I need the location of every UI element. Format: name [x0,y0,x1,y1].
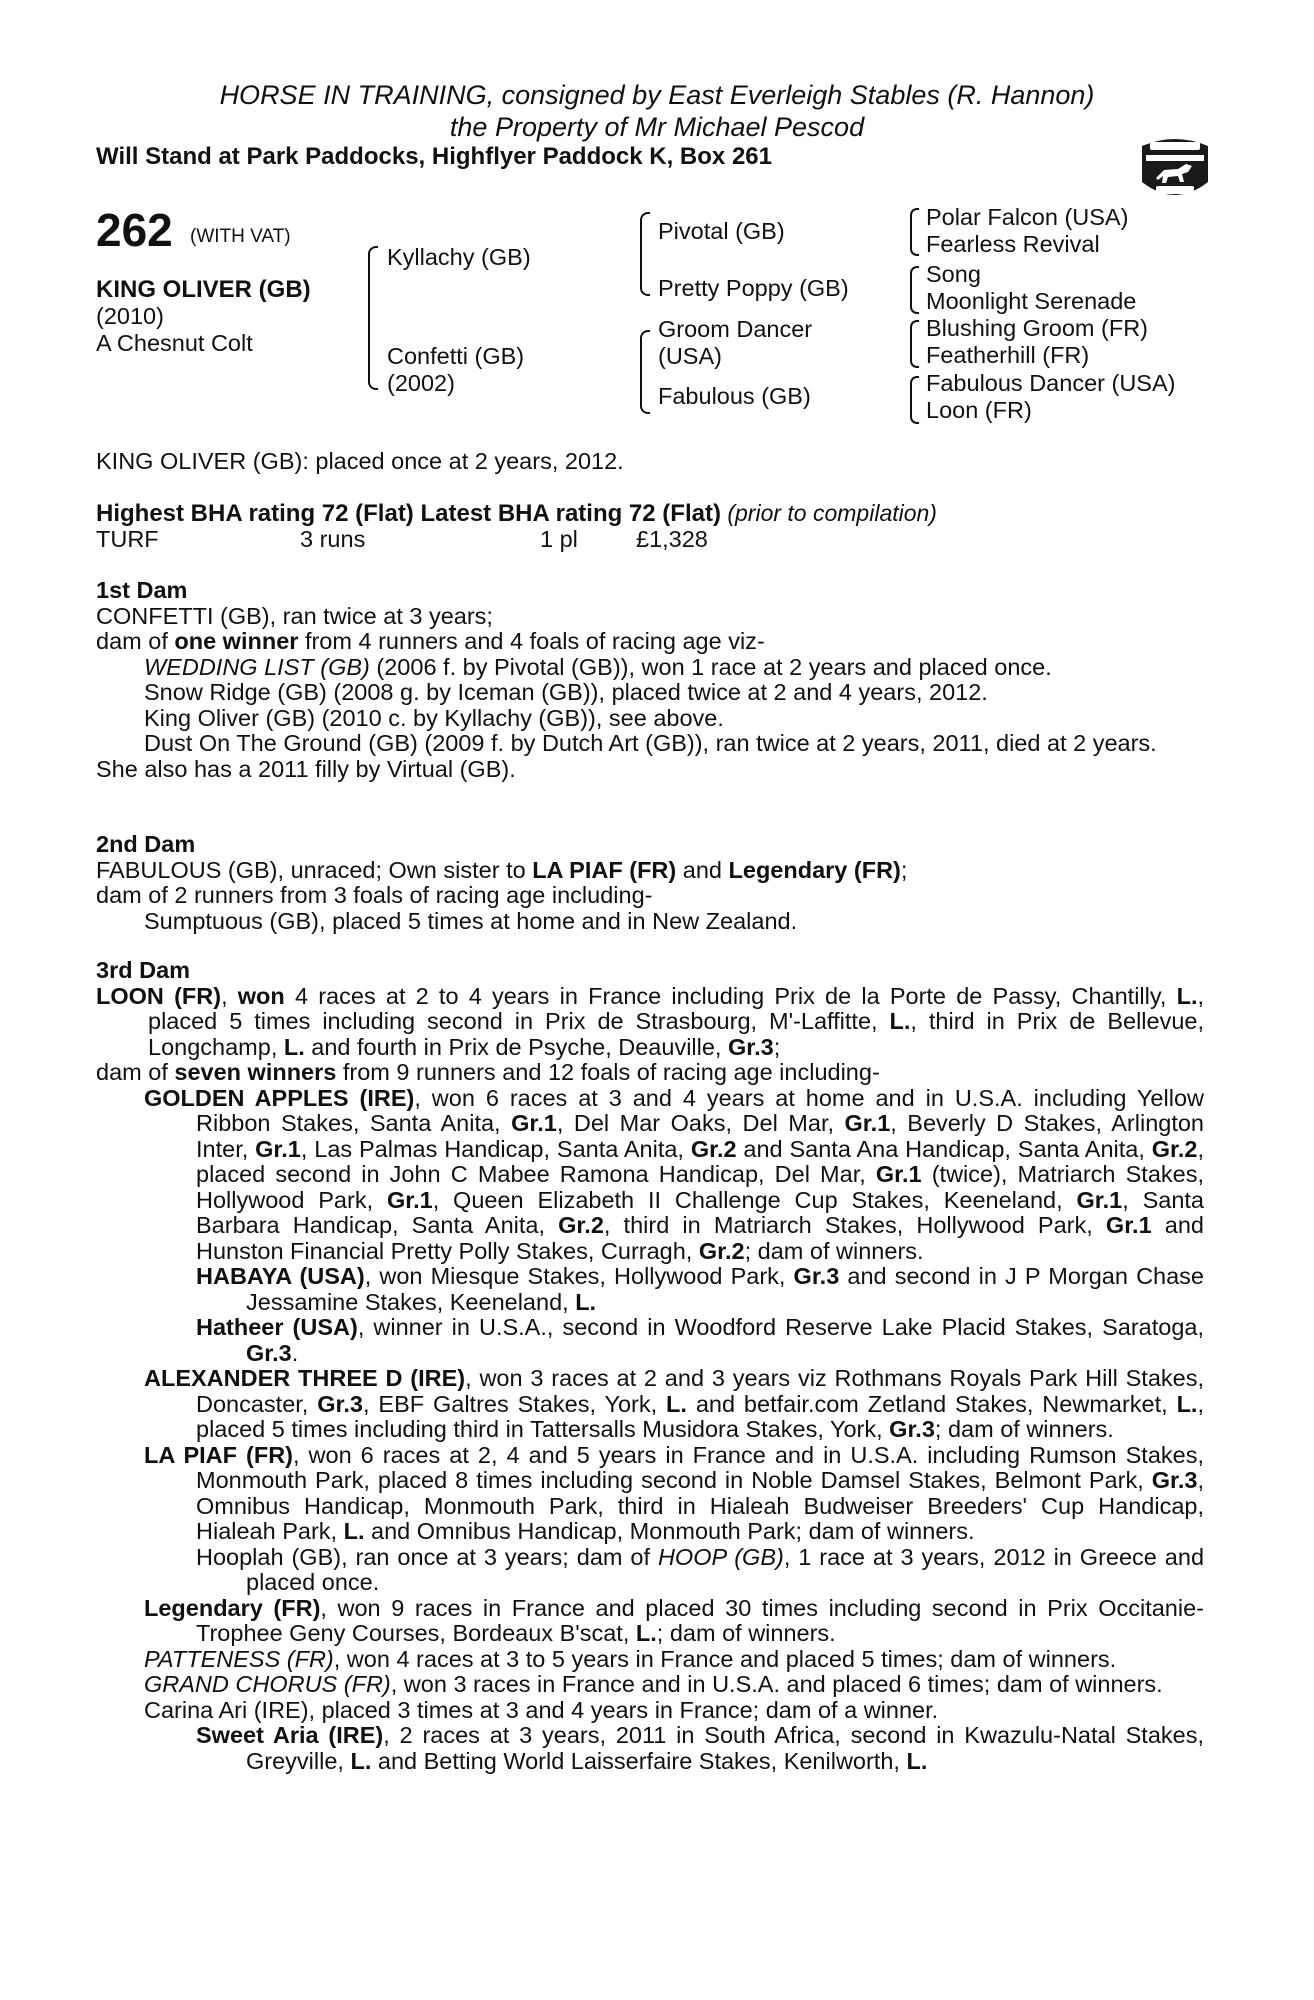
produce-carina-ari: Carina Ari (IRE), placed 3 times at 3 and 4 years in France; dam of a winner. [144,1696,939,1723]
sire: Kyllachy (GB) [387,244,531,270]
turf-runs: 3 runs [300,526,366,552]
ped-ssd: Fearless Revival [926,231,1100,257]
produce-dust-on-the-ground: Dust On The Ground (GB) (2009 f. by Dutch Art (GB)), ran twice at 2 years, 2011, died at 2 years. [144,730,1157,756]
first-dam-heading: 1st Dam [96,577,188,603]
dam-year: (2002) [387,370,455,396]
consignment-line: HORSE IN TRAINING, consigned by East Everleigh Stables (R. Hannon) [219,80,1095,110]
pedigree-brace-sire [640,212,650,296]
stabling-line: Will Stand at Park Paddocks, Highflyer Paddock K, Box 261 [96,143,772,170]
produce-patteness: PATTENESS (FR), won 4 races at 3 to 5 years in France and placed 5 times; dam of winners. [144,1645,1117,1672]
rating-note: (prior to compilation) [720,500,937,526]
pedigree-brace-dam [640,330,650,414]
vat-note: (WITH VAT) [190,226,291,247]
pedigree-brace-gen1 [368,246,378,390]
bha-rating-line [96,500,937,528]
ped-dsd: Featherhill (FR) [926,342,1090,368]
ped-sss: Polar Falcon (USA) [926,204,1129,230]
dam-of-sire: Pretty Poppy (GB) [658,275,849,301]
produce-wedding-list: WEDDING LIST (GB) (2006 f. by Pivotal (GB)), won 1 race at 2 years and placed once. [144,653,1052,680]
sire-of-dam-1: Groom Dancer [658,316,813,342]
horse-description: A Chesnut Colt [96,330,253,356]
produce-golden-apples: GOLDEN APPLES (IRE), won 6 races at 3 and 4 years at home and in U.S.A. including Yellow Ribbon Stakes, Santa Anita, Gr.1, Del Mar Oaks, Del Mar, Gr.1, Beverly D Stakes, Arlington Inter, Gr.1, Las Palmas Handicap, Santa Anita, Gr.2 and Santa Ana Handicap, Santa Anita, Gr.2, placed second in John C Mabee Ramona Handicap, Del Mar, Gr.1 (twice), Matriarch Stakes, Hollywood Park, Gr.1, Queen Elizabeth II Challenge Cup Stakes, Keeneland, Gr.1, Santa Barbara Handicap, Santa Anita, Gr.2, third in Matriarch Stakes, Hollywood Park, Gr.1 and Hunston Financial Pretty Polly Stakes, Curragh, Gr.2; dam of winners. [144,1084,1205,1264]
lot-number: 262 [96,204,173,256]
foaling-year: (2010) [96,303,164,329]
first-dam-note: She also has a 2011 filly by Virtual (GB). [96,755,516,782]
pedigree-brace-ss [910,208,919,256]
first-dam-section [96,578,1204,782]
first-dam-line1: CONFETTI (GB), ran twice at 3 years; [96,602,493,629]
sire-of-sire: Pivotal (GB) [658,218,785,244]
third-dam-loon: LOON (FR), won 4 races at 2 to 4 years in France including Prix de la Porte de Passy, Chantilly, L., placed 5 times including second in Prix de Strasbourg, M'-Laffitte, L., third in Prix de Bellevue, Longchamp, L. and fourth in Prix de Psyche, Deauville, Gr.3; [96,982,1205,1060]
produce-king-oliver: King Oliver (GB) (2010 c. by Kyllachy (GB)), see above. [144,704,724,731]
pedigree-brace-dd [910,376,919,424]
training-bonus-badge-icon [1138,128,1212,212]
owner-line: the Property of Mr Michael Pescod [449,112,865,142]
third-dam-produce-intro: dam of seven winners from 9 runners and 12 foals of racing age including- [96,1059,880,1085]
turf-prize: £1,328 [636,526,708,552]
bha-rating: Highest BHA rating 72 (Flat) Latest BHA rating 72 (Flat) [96,500,721,527]
sire-of-dam-2: (USA) [658,343,722,369]
ped-sdd: Moonlight Serenade [926,288,1137,314]
third-dam-section [96,958,1204,1774]
second-dam-line1: FABULOUS (GB), unraced; Own sister to LA PIAF (FR) and Legendary (FR); [96,856,908,883]
produce-legendary: Legendary (FR), won 9 races in France and placed 30 times including second in Prix Occitanie-Trophee Geny Courses, Bordeaux B'scat, L.; dam of winners. [144,1594,1204,1646]
ped-dds: Fabulous Dancer (USA) [926,370,1176,396]
second-dam-heading: 2nd Dam [96,831,196,857]
second-dam-line2: dam of 2 runners from 3 foals of racing age including- [96,882,653,908]
produce-la-piaf: LA PIAF (FR), won 6 races at 2, 4 and 5 years in France and in U.S.A. including Rumson Stakes, Monmouth Park, placed 8 times including second in Noble Damsel Stakes, Belmont Park, Gr.3, Omnibus Handicap, Monmouth Park, third in Hialeah Budweiser Breeders' Cup Handicap, Hialeah Park, L. and Omnibus Handicap, Monmouth Park; dam of winners. [144,1441,1204,1544]
ped-dss: Blushing Groom (FR) [926,315,1148,341]
pedigree-brace-sd [910,266,919,314]
dam: Confetti (GB) [387,343,525,369]
produce-sumptuous: Sumptuous (GB), placed 5 times at home and in New Zealand. [144,907,798,934]
produce-sweet-aria: Sweet Aria (IRE), 2 races at 3 years, 2011 in South Africa, second in Kwazulu-Natal Stakes, Greyville, L. and Betting World Laisserfaire Stakes, Kenilworth, L. [196,1722,1204,1774]
produce-hooplah: Hooplah (GB), ran once at 3 years; dam of HOOP (GB), 1 race at 3 years, 2012 in Greece and placed once. [196,1543,1205,1595]
race-summary: KING OLIVER (GB): placed once at 2 years, 2012. [96,448,624,474]
first-dam-line2: dam of one winner from 4 runners and 4 foals of racing age viz- [96,628,765,654]
ped-sds: Song [926,261,981,287]
produce-habaya: HABAYA (USA), won Miesque Stakes, Hollywood Park, Gr.3 and second in J P Morgan Chase Jessamine Stakes, Keeneland, L. [196,1263,1204,1315]
produce-grand-chorus: GRAND CHORUS (FR), won 3 races in France and in U.S.A. and placed 6 times; dam of winners. [144,1671,1163,1697]
produce-snow-ridge: Snow Ridge (GB) (2008 g. by Iceman (GB)), placed twice at 2 and 4 years, 2012. [144,679,988,705]
dam-of-dam: Fabulous (GB) [658,383,811,409]
ped-ddd: Loon (FR) [926,397,1032,423]
horse-name: KING OLIVER (GB) [96,276,311,303]
produce-alexander-three-d: ALEXANDER THREE D (IRE), won 3 races at 2 and 3 years viz Rothmans Royals Park Hill Stakes, Doncaster, Gr.3, EBF Galtres Stakes, York, L. and betfair.com Zetland Stakes, Newmarket, L., placed 5 times including third in Tattersalls Musidora Stakes, York, Gr.3; dam of winners. [144,1365,1204,1442]
turf-surface: TURF [96,526,159,552]
third-dam-heading: 3rd Dam [96,957,191,983]
second-dam-section [96,832,1204,934]
turf-placed: 1 pl [540,526,578,552]
produce-hatheer: Hatheer (USA), winner in U.S.A., second in Woodford Reserve Lake Placid Stakes, Saratoga, Gr.3. [196,1314,1204,1366]
pedigree-brace-ds [910,320,919,368]
